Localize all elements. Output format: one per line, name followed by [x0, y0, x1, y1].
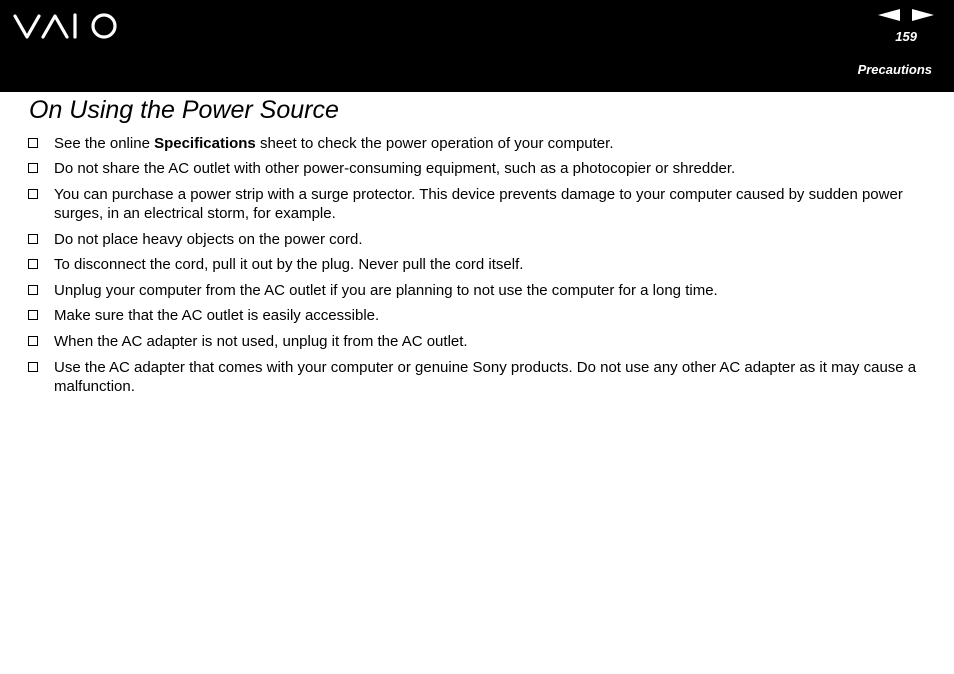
checkbox-bullet-icon [28, 189, 38, 199]
checkbox-bullet-icon [28, 163, 38, 173]
specifications-term: Specifications [154, 135, 256, 152]
checkbox-bullet-icon [28, 259, 38, 269]
checkbox-bullet-icon [28, 138, 38, 148]
section-label: Precautions [857, 62, 932, 77]
checkbox-bullet-icon [28, 285, 38, 295]
page-header [0, 0, 954, 92]
checkbox-bullet-icon [28, 336, 38, 346]
checkbox-bullet-icon [28, 362, 38, 372]
page-number: 159 [895, 29, 917, 44]
previous-page-icon[interactable] [878, 9, 900, 21]
next-page-icon[interactable] [912, 9, 934, 21]
vaio-logo [13, 12, 121, 40]
checkbox-bullet-icon [28, 310, 38, 320]
checkbox-bullet-icon [28, 234, 38, 244]
page-title: On Using the Power Source [29, 96, 339, 124]
